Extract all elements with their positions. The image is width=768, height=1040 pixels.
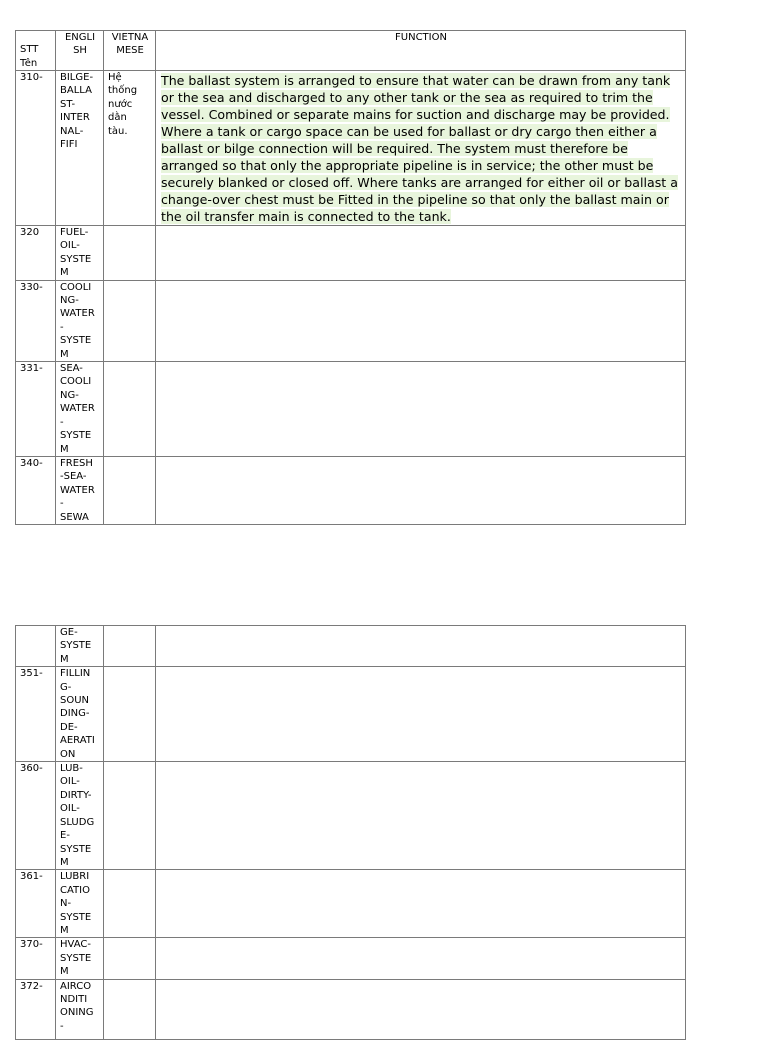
english-term-cell: LUB- OIL- DIRTY- OIL- SLUDG E- SYSTE M bbox=[56, 762, 104, 870]
function-cell bbox=[156, 667, 686, 762]
function-cell bbox=[156, 226, 686, 281]
function-text: The ballast system is arranged to ensure that water can be drawn from any tank or the sea and discharged to any other tank or the sea as required to trim the vessel. Combined or separate mains for suction and discharge may be provided. Where a tank or cargo space can be used for ballast or dry cargo then either a ballast or bilge connection will be required. The system must therefore be arranged so that only the appropriate pipeline is in service; the other must be securely blanked or closed off. Where tanks are arranged for either oil or ballast a change-over chest must be Fitted in the pipeline so that only the ballast main or the oil transfer main is connected to the tank. bbox=[161, 73, 678, 224]
vietnamese-term-cell bbox=[104, 226, 156, 281]
stt-cell: 361- bbox=[16, 870, 56, 938]
glossary-table-page-2 bbox=[15, 625, 686, 1040]
table-row bbox=[16, 362, 686, 457]
function-cell bbox=[156, 626, 686, 667]
vietnamese-term-cell bbox=[104, 762, 156, 870]
vietnamese-term-cell bbox=[104, 979, 156, 1039]
stt-cell: 372- bbox=[16, 979, 56, 1039]
vietnamese-term-cell bbox=[104, 456, 156, 524]
english-term-cell: GE- SYSTE M bbox=[56, 626, 104, 667]
function-cell bbox=[156, 762, 686, 870]
function-cell bbox=[156, 870, 686, 938]
function-cell bbox=[156, 979, 686, 1039]
stt-cell: 331- bbox=[16, 362, 56, 457]
table-row bbox=[16, 456, 686, 524]
vietnamese-term-cell: Hệ thống nước dằn tàu. bbox=[104, 71, 156, 226]
function-cell bbox=[156, 456, 686, 524]
table-row bbox=[16, 626, 686, 667]
stt-cell: 330- bbox=[16, 280, 56, 361]
english-term-cell: FUEL- OIL- SYSTE M bbox=[56, 226, 104, 281]
english-column-header: ENGLI SH bbox=[56, 31, 104, 71]
stt-cell bbox=[16, 626, 56, 667]
stt-cell: 370- bbox=[16, 938, 56, 979]
vietnamese-term-cell bbox=[104, 362, 156, 457]
table-row bbox=[16, 226, 686, 281]
vietnamese-column-header: VIETNA MESE bbox=[104, 31, 156, 71]
function-column-header: FUNCTION bbox=[156, 31, 686, 71]
english-term-cell: FILLIN G- SOUN DING- DE- AERATI ON bbox=[56, 667, 104, 762]
vietnamese-term-cell bbox=[104, 667, 156, 762]
table-row bbox=[16, 71, 686, 226]
english-term-cell: LUBRI CATIO N- SYSTE M bbox=[56, 870, 104, 938]
stt-column-header: STT Tên bbox=[16, 31, 56, 71]
stt-cell: 320 bbox=[16, 226, 56, 281]
table-row bbox=[16, 979, 686, 1039]
function-cell bbox=[156, 362, 686, 457]
vietnamese-term-cell bbox=[104, 938, 156, 979]
table-row bbox=[16, 667, 686, 762]
vietnamese-term-cell bbox=[104, 280, 156, 361]
stt-cell: 340- bbox=[16, 456, 56, 524]
english-term-cell: AIRCO NDITI ONING - bbox=[56, 979, 104, 1039]
english-term-cell: COOLI NG- WATER - SYSTE M bbox=[56, 280, 104, 361]
table-row bbox=[16, 280, 686, 361]
english-term-cell: SEA- COOLI NG- WATER - SYSTE M bbox=[56, 362, 104, 457]
glossary-table-page-1 bbox=[15, 30, 686, 525]
stt-cell: 351- bbox=[16, 667, 56, 762]
vietnamese-term-cell bbox=[104, 870, 156, 938]
english-term-cell: FRESH -SEA- WATER - SEWA bbox=[56, 456, 104, 524]
table-row bbox=[16, 762, 686, 870]
table-header-row bbox=[16, 31, 686, 71]
stt-cell: 310- bbox=[16, 71, 56, 226]
table-row bbox=[16, 938, 686, 979]
function-cell bbox=[156, 938, 686, 979]
table-row bbox=[16, 870, 686, 938]
english-term-cell: BILGE- BALLA ST- INTER NAL- FIFI bbox=[56, 71, 104, 226]
english-term-cell: HVAC- SYSTE M bbox=[56, 938, 104, 979]
stt-cell: 360- bbox=[16, 762, 56, 870]
function-cell bbox=[156, 280, 686, 361]
function-cell bbox=[156, 71, 686, 226]
vietnamese-term-cell bbox=[104, 626, 156, 667]
